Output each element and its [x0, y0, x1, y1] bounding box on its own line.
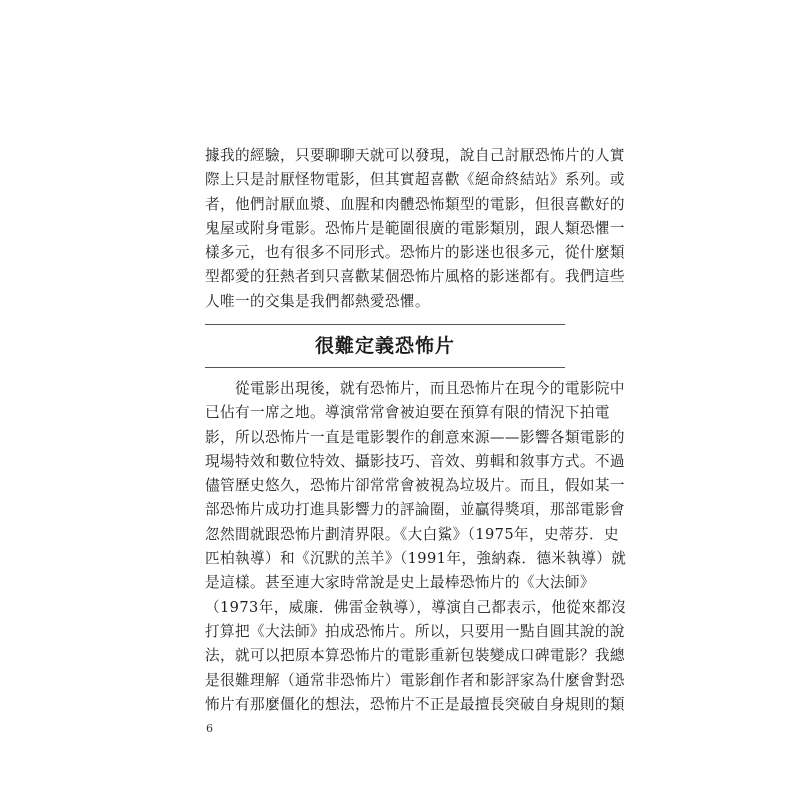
body-line: 法，就可以把原本算恐怖片的電影重新包裝變成口碑電影？我總 [205, 647, 625, 665]
intro-line: 鬼屋或附身電影。恐怖片是範圍很廣的電影類別，跟人類恐懼一 [205, 219, 625, 237]
body-line: 部恐怖片成功打進具影響力的評論圈，並贏得獎項，那部電影會 [205, 501, 625, 519]
section-heading-block [205, 324, 565, 368]
intro-line: 際上只是討厭怪物電影，但其實超喜歡《絕命終結站》系列。或 [205, 171, 625, 189]
body-line: 現場特效和數位特效、攝影技巧、音效、剪輯和敘事方式。不過 [205, 452, 625, 470]
body-line: （1973年，威廉．佛雷金執導），導演自己都表示，他從來都沒 [205, 598, 627, 616]
body-line: 從電影出現後，就有恐怖片，而且恐怖片在現今的電影院中 [205, 380, 625, 397]
body-line: 是很難理解（通常非恐怖片）電影創作者和影評家為什麼會對恐 [205, 671, 625, 689]
body-line: 忽然間就跟恐怖片劃清界限。《大白鯊》（1975年，史蒂芬．史 [205, 525, 619, 543]
body-line: 儘管歷史悠久，恐怖片卻常常會被視為垃圾片。而且，假如某一 [205, 477, 625, 495]
page-number: 6 [206, 722, 213, 735]
body-line: 已佔有一席之地。導演常常會被迫要在預算有限的情況下拍電 [205, 404, 610, 422]
section-heading: 很難定義恐怖片 [314, 335, 455, 357]
heading-bottom-rule [205, 367, 565, 368]
intro-line: 據我的經驗，只要聊聊天就可以發現，說自己討厭恐怖片的人實 [205, 147, 625, 164]
intro-paragraph [205, 144, 625, 314]
body-line: 打算把《大法師》拍成恐怖片。所以，只要用一點自圓其說的說 [205, 622, 625, 640]
intro-line: 者，他們討厭血漿、血腥和肉體恐怖類型的電影，但很喜歡好的 [205, 195, 625, 213]
body-line: 影，所以恐怖片一直是電影製作的創意來源——影響各類電影的 [205, 428, 625, 446]
body-line: 怖片有那麼僵化的想法，恐怖片不正是最擅長突破自身規則的類 [205, 695, 625, 713]
body-line: 是這樣。甚至連大家時常說是史上最棒恐怖片的《大法師》 [205, 574, 595, 592]
body-paragraph [205, 377, 627, 717]
intro-line: 人唯一的交集是我們都熱愛恐懼。 [205, 292, 430, 310]
intro-line: 樣多元，也有很多不同形式。恐怖片的影迷也很多元，從什麼類 [205, 244, 625, 262]
body-line: 匹柏執導）和《沉默的羔羊》（1991年，強納森．德米執導）就 [205, 550, 627, 568]
intro-line: 型都愛的狂熱者到只喜歡某個恐怖片風格的影迷都有。我們這些 [205, 268, 625, 286]
